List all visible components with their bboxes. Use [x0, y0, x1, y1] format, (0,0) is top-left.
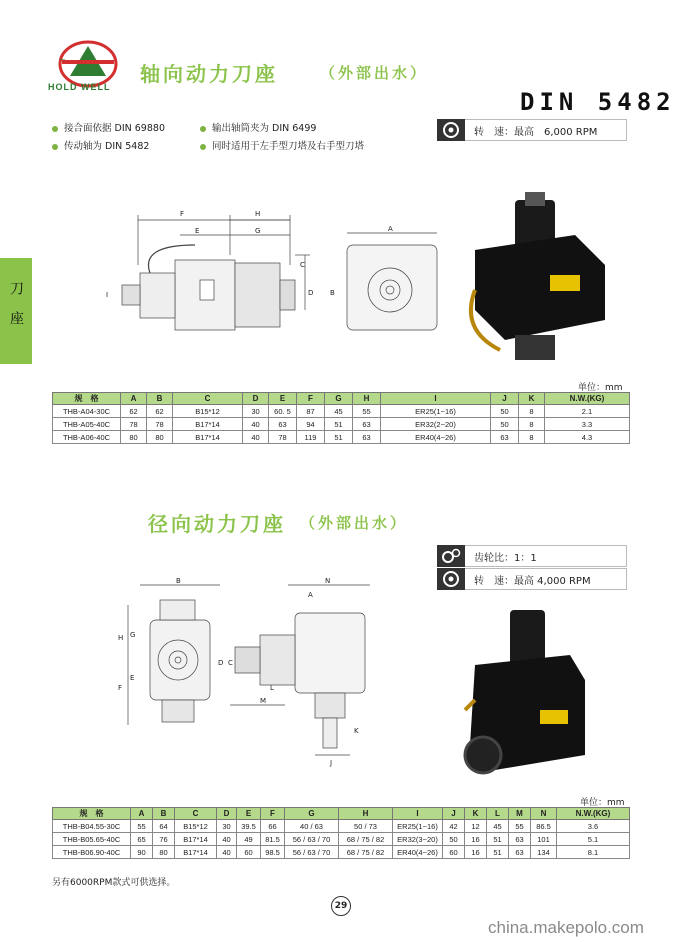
- dim-label-A2: A: [308, 591, 313, 599]
- dim-label-A: A: [388, 225, 393, 233]
- dim-label-K: K: [354, 727, 359, 735]
- dim-label-D: D: [308, 289, 314, 297]
- col-header: L: [487, 808, 509, 820]
- dim-label-J: J: [330, 759, 333, 767]
- col-header: I: [393, 808, 443, 820]
- bullet-1: 接合面依据 DIN 69880: [52, 120, 165, 134]
- dim-label-G2: G: [130, 631, 136, 639]
- col-header: A: [121, 393, 147, 405]
- dim-label-L: L: [270, 684, 274, 692]
- table-row: THB-A06-40C 80 80 B17*14 40 78 119 51 63 ER40(4~26) 63 8 4.3: [53, 431, 630, 444]
- radial-holder-photo: [455, 605, 615, 785]
- section2-title: 径向动力刀座: [148, 512, 286, 536]
- col-header: N.W.(KG): [557, 808, 630, 820]
- axial-holder-drawing: [100, 205, 440, 345]
- col-header: N.W.(KG): [545, 393, 630, 405]
- dim-label-H2: H: [118, 634, 124, 642]
- gear-icon: [437, 545, 465, 567]
- col-header: J: [443, 808, 465, 820]
- radial-spec-table: [52, 807, 630, 859]
- gear-ratio-spec: 齿轮比：1：1: [437, 545, 627, 567]
- page-number: 29: [331, 896, 351, 916]
- col-header: N: [531, 808, 557, 820]
- logo-text: HOLD WELL: [48, 82, 111, 92]
- table-row: THB-B05.65-40C 65 76 B17*14 40 49 81.5 56 / 63 / 70 68 / 75 / 82 ER32(3~20) 50 16 51 63 101 5.1: [53, 833, 630, 846]
- col-header: H: [339, 808, 393, 820]
- dim-label-C2: C: [228, 659, 233, 667]
- col-header: D: [217, 808, 237, 820]
- col-header: D: [243, 393, 269, 405]
- bullet-dot-icon: [200, 126, 206, 132]
- col-header: F: [297, 393, 325, 405]
- bullet-dot-icon: [200, 144, 206, 150]
- col-header: A: [131, 808, 153, 820]
- table-row: THB-A05-40C 78 78 B17*14 40 63 94 51 63 ER32(2~20) 50 8 3.3: [53, 418, 630, 431]
- radial-holder-drawing: [110, 575, 380, 775]
- section1-subtitle: （外部出水）: [320, 64, 429, 82]
- watermark: china.makepolo.com: [488, 918, 644, 937]
- col-header: K: [519, 393, 545, 405]
- dim-label-B: B: [330, 289, 335, 297]
- svg-text:~: ~: [59, 55, 66, 64]
- dim-label-N: N: [325, 577, 331, 585]
- table-row: THB-B04.55-30C 55 64 B15*12 30 39.5 66 40 / 63 50 / 73 ER25(1~16) 42 12 45 55 86.5 3.6: [53, 820, 630, 833]
- dim-label-F: F: [180, 210, 185, 218]
- col-header: E: [237, 808, 261, 820]
- dim-label-C: C: [300, 261, 305, 269]
- axial-holder-photo: [455, 190, 625, 370]
- col-header: E: [269, 393, 297, 405]
- col-header: B: [153, 808, 175, 820]
- unit-label-2: 单位：mm: [580, 798, 625, 808]
- bullet-2: 输出轴筒夹为 DIN 6499: [200, 120, 316, 134]
- din-heading: DIN 5482: [520, 88, 676, 116]
- col-header: J: [491, 393, 519, 405]
- bullet-dot-icon: [52, 126, 58, 132]
- col-header: I: [381, 393, 491, 405]
- speed-icon: [437, 119, 465, 141]
- side-tab: 刀座: [0, 258, 32, 364]
- dim-label-F2: F: [118, 684, 123, 692]
- dim-label-B2: B: [176, 577, 181, 585]
- col-header: G: [325, 393, 353, 405]
- col-header: G: [285, 808, 339, 820]
- dim-label-M: M: [260, 697, 267, 705]
- speed-icon: [437, 568, 465, 590]
- col-header: B: [147, 393, 173, 405]
- section2-subtitle: （外部出水）: [300, 514, 409, 532]
- table-row: THB-A04-30C 62 62 B15*12 30 60. 5 87 45 55 ER25(1~16) 50 8 2.1: [53, 405, 630, 418]
- speed-spec-2: 转 速：最高 4,000 RPM: [437, 568, 627, 590]
- col-header: F: [261, 808, 285, 820]
- bullet-4: 同时适用于左手型刀塔及右手型刀塔: [200, 138, 364, 152]
- bullet-dot-icon: [52, 144, 58, 150]
- axial-spec-table: [52, 392, 630, 444]
- bullet-3: 传动轴为 DIN 5482: [52, 138, 149, 152]
- col-header: H: [353, 393, 381, 405]
- col-header: M: [509, 808, 531, 820]
- dim-label-H: H: [255, 210, 261, 218]
- unit-label-1: 单位：mm: [578, 383, 623, 393]
- dim-label-D2: D: [218, 659, 224, 667]
- dim-label-G: G: [255, 227, 261, 235]
- dim-label-E2: E: [130, 674, 135, 682]
- table-row: THB-B06.90-40C 90 80 B17*14 40 60 98.5 56 / 63 / 70 68 / 75 / 82 ER40(4~26) 60 16 51 63 134 8.1: [53, 846, 630, 859]
- col-header: 规 格: [53, 808, 131, 820]
- dim-label-I: I: [106, 291, 109, 299]
- table-header-row: [53, 393, 630, 405]
- section1-title: 轴向动力刀座: [140, 62, 278, 86]
- speed-spec-1: 转 速：最高 6,000 RPM: [437, 119, 627, 141]
- col-header: K: [465, 808, 487, 820]
- dim-label-E: E: [195, 227, 200, 235]
- col-header: C: [173, 393, 243, 405]
- col-header: C: [175, 808, 217, 820]
- col-header: 规 格: [53, 393, 121, 405]
- footnote: 另有6000RPM款式可供选择。: [52, 878, 176, 888]
- table-header-row: [53, 808, 630, 820]
